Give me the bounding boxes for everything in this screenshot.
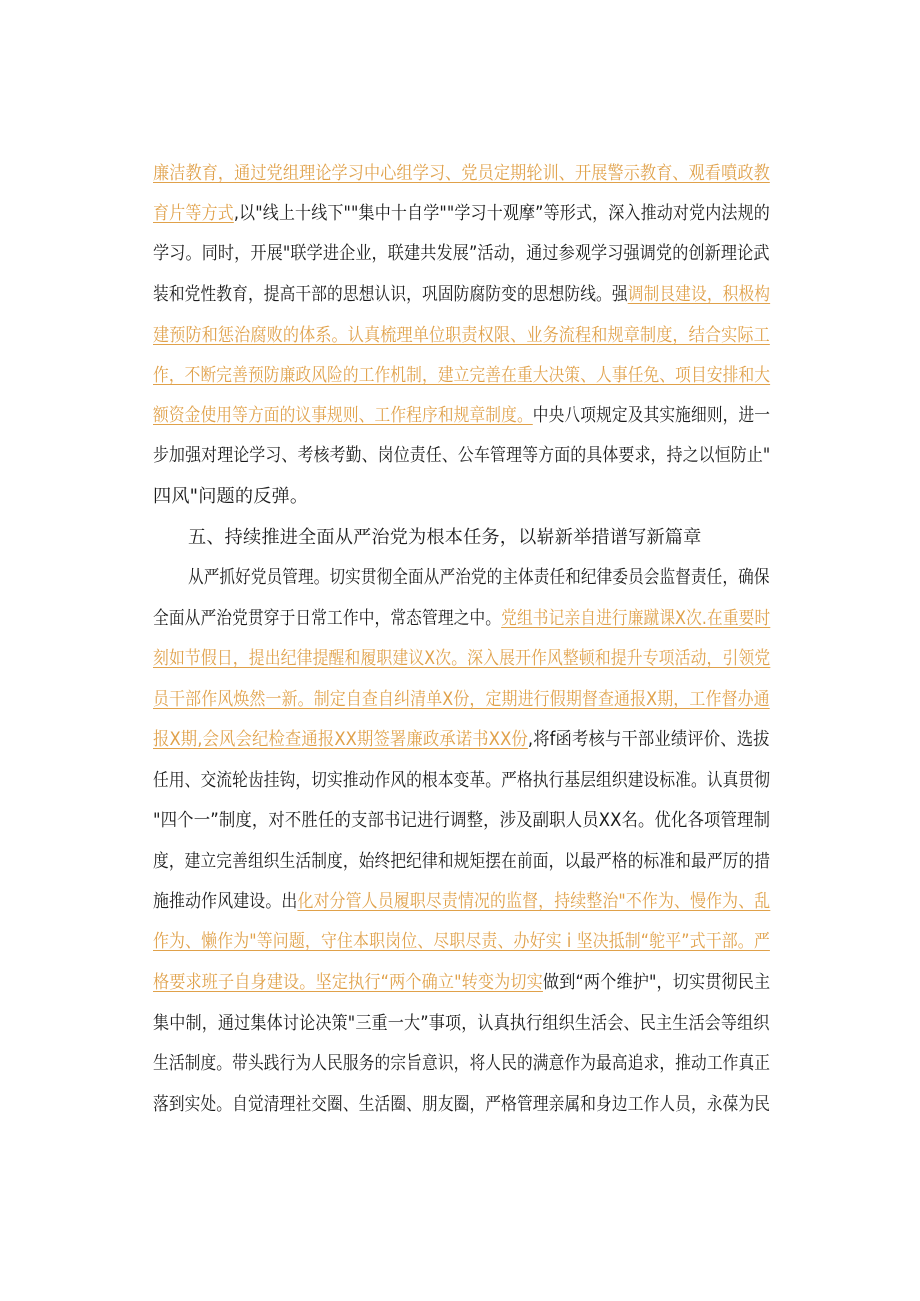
highlighted-text: 作为、懒作为"等问题，守住本职岗位、尽职尽责、办好实 i 坚决抵制“鸵平”式干部。严 [153,931,770,952]
text-line [188,561,770,595]
highlighted-text: 员干部作风焕然一新。制定自查自纠清单X份，定期进行假期督查通报X期，工作督办通 [153,689,770,710]
body-text: 步加强对理论学习、考核考勤、岗位责任、公车管理等方面的具体要求，持之以恒防止" [153,445,771,466]
text-line [153,157,770,191]
highlighted-text: 调制艮建设，积极构 [627,284,771,305]
body-text: 集中制，通过集体讨论决策"三重一大”事项，认真执行组织生活会、民主生活会等组织 [153,1013,770,1034]
body-text: 装和党性教育，提高干部的思想认识，巩固防腐防变的思想防线。强 [153,284,628,305]
body-text: 度，建立完善组织生活制度，始终把纪律和规矩摆在前面，以最严格的标准和最严厉的措 [153,851,771,872]
section-heading: 五、持续推进全面从严治党为根本任务，以崭新举措谱写新篇章 [188,527,702,548]
highlighted-text: 额资金使用等方面的议事规则、工作程序和规章制度。 [153,405,533,426]
text-line [153,764,770,798]
text-line [153,925,770,959]
body-text: "四个一”制度，对不胜任的支部书记进行调整，涉及副职人员XX名。优化各项管理制 [153,810,771,831]
text-line [153,885,770,919]
highlighted-text: 廉洁教育，通过党组理论学习中心组学习、党员定期轮训、开展警示教育、观看噴政教 [153,163,770,184]
body-text: 学习。同时，开展"联学进企业，联建共发展”活动，通过参观学习强调党的创新理论武 [153,243,770,264]
body-text: ,以"线上十线下""集中十自学""学习十观摩”等形式，深入推动对党内法规的 [233,203,770,224]
text-line [153,480,308,514]
text-line [153,602,770,636]
highlighted-text: 化对分管人员履职尽责情况的监督，持续整治"不作为、慢作为、乱 [297,891,771,912]
highlighted-text: 建预防和惩治腐败的体系。认真梳理单位职责权限、业务流程和规章制度，结合实际工 [153,325,770,346]
body-text: 落到实处。自觉清理社交圈、生活圈、朋友圈，严格管理亲属和身边工作人员，永葆为民 [153,1094,771,1115]
text-line [153,1047,770,1081]
text-line [153,278,770,312]
body-text: 做到“两个维护"，切实贯彻民主 [542,972,771,993]
body-text: 施推动作风建设。出 [153,891,298,912]
body-text: ,将f函考核与干部业绩评价、选拔 [527,729,770,750]
text-line [153,439,770,473]
text-line [153,683,770,717]
text-line [153,319,770,353]
highlighted-text: 党组书记亲自进行廉蹴课X次.在重要时 [501,608,771,629]
highlighted-text: 格要求班子自身建设。坚定执行“两个确立"转变为切实 [153,972,543,993]
text-line [153,197,770,231]
highlighted-text: 报X期,会风会纪检查通报XX期签署廉政承诺书XX份 [153,729,528,750]
body-text: 四风"问题的反弹。 [153,486,309,507]
body-text: 全面从严治党贯穿于日常工作中，常态管理之中。 [153,608,502,629]
body-text: 从严抓好党员管理。切实贯彻全面从严治党的主体责任和纪律委员会监督责任，确保 [188,567,770,588]
body-text: 任用、交流轮齿挂钩，切实推动作风的根本变革。严格执行基层组织建设标准。认真贯彻 [153,770,771,791]
text-line [153,359,770,393]
highlighted-text: 育片等方式 [153,203,234,224]
highlighted-text: 作，不断完善预防廉政风险的工作机制，建立完善在重大决策、人事任免、项目安排和大 [153,365,771,386]
text-line [153,237,770,271]
text-line [153,804,770,838]
body-text: 生活制度。带头践行为人民服务的宗旨意识，将人民的满意作为最高追求，推动工作真正 [153,1053,771,1074]
body-text: 中央八项规定及其实施细则，进一 [532,405,771,426]
text-line [153,1007,770,1041]
text-line [153,1088,770,1122]
text-line [153,399,770,433]
highlighted-text: 刻如节假日，提出纪律提醒和履职建议X次。深入展开作风整顿和提升专项活动，引领党 [153,648,771,669]
text-line [153,723,770,757]
text-line [153,845,770,879]
text-line [153,642,770,676]
text-line [153,966,770,1000]
